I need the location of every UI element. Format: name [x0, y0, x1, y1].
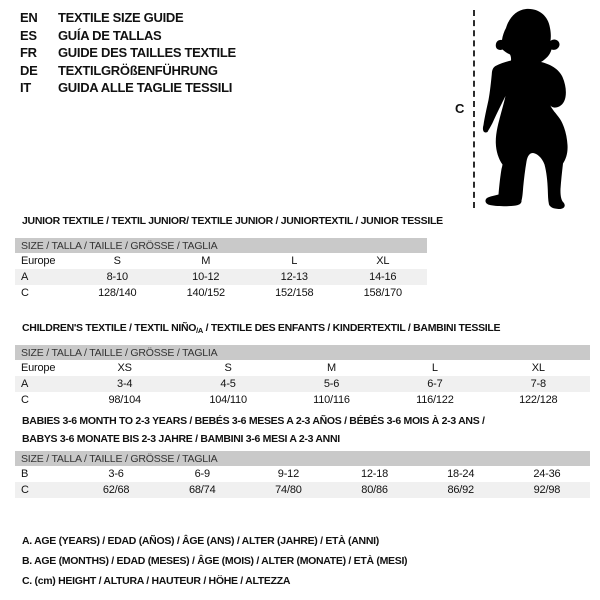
size-cell: 92/98 — [533, 484, 561, 496]
language-code: DE — [20, 62, 38, 78]
size-cell: 140/152 — [186, 287, 225, 299]
section-title-junior: JUNIOR TEXTILE / TEXTIL JUNIOR/ TEXTILE JUNIOR / JUNIORTEXTIL / JUNIOR TESSILE — [22, 215, 443, 227]
size-header: SIZE / TALLA / TAILLE / GRÖSSE / TAGLIA — [15, 238, 427, 253]
title-line: BABYS 3-6 MONATE BIS 2-3 JAHRE / BAMBINI 3-6 MESI A 2-3 ANNI — [22, 432, 340, 445]
language-row — [20, 79, 236, 97]
table-header-row — [15, 345, 590, 360]
title-line: BABIES 3-6 MONTH TO 2-3 YEARS / BEBÉS 3-6 MESES A 2-3 AÑOS / BÉBÉS 3-6 MOIS À 2-3 ANS / — [22, 415, 485, 427]
size-cell: 24-36 — [533, 468, 561, 480]
title-text: CHILDREN'S TEXTILE / TEXTIL NIÑO — [22, 322, 197, 334]
junior-size-table — [15, 238, 427, 301]
language-code: IT — [20, 80, 31, 95]
size-cell: 86/92 — [447, 484, 474, 496]
size-header: SIZE / TALLA / TAILLE / GRÖSSE / TAGLIA — [15, 451, 590, 466]
size-cell: 122/128 — [519, 394, 558, 406]
language-label: GUIDE DES TAILLES TEXTILE — [58, 45, 236, 60]
size-cell: L — [291, 255, 298, 267]
row-label: B — [21, 468, 29, 480]
table-row — [15, 392, 590, 408]
language-label: TEXTILGRÖßENFÜHRUNG — [58, 62, 218, 78]
language-code: EN — [20, 10, 38, 25]
section-title-babies — [22, 413, 485, 448]
children-size-table — [15, 345, 590, 408]
row-label: A — [21, 271, 29, 283]
size-cell: XL — [376, 255, 390, 267]
section-title-children — [22, 322, 500, 335]
table-row — [15, 376, 590, 392]
language-label: TEXTILE SIZE GUIDE — [58, 10, 184, 25]
size-cell: 104/110 — [209, 394, 247, 406]
size-cell: M — [201, 255, 211, 267]
size-cell: 7-8 — [530, 378, 546, 390]
size-cell: 5-6 — [323, 378, 340, 390]
size-cell: 128/140 — [98, 287, 137, 299]
size-cell: 3-4 — [117, 378, 133, 390]
size-cell: 9-12 — [277, 468, 299, 480]
size-cell: 62/68 — [102, 484, 130, 496]
row-label: C — [21, 394, 29, 406]
size-cell: M — [326, 362, 336, 374]
size-cell: 98/104 — [108, 394, 141, 406]
size-cell: 4-5 — [220, 378, 236, 390]
size-cell: XL — [531, 362, 545, 374]
size-cell: 152/158 — [275, 287, 314, 299]
language-row — [20, 44, 236, 62]
size-cell: 116/122 — [416, 394, 454, 406]
size-cell: 68/74 — [188, 484, 216, 496]
size-cell: 158/170 — [363, 287, 402, 299]
title-subscript: /A — [196, 326, 204, 335]
size-cell: 12-18 — [360, 468, 389, 480]
size-cell: 10-12 — [192, 271, 220, 283]
size-cell: 6-9 — [194, 468, 210, 480]
size-cell: 18-24 — [447, 468, 475, 480]
footnote-a: A. AGE (YEARS) / EDAD (AÑOS) / ÂGE (ANS) / ALTER (JAHRE) / ETÀ (ANNI) — [22, 535, 379, 547]
size-cell: S — [113, 255, 121, 267]
row-label: C — [21, 287, 29, 299]
table-row — [15, 466, 590, 482]
height-measure-line — [473, 10, 475, 208]
language-list — [20, 9, 236, 97]
language-label: GUIDA ALLE TAGLIE TESSILI — [58, 80, 233, 95]
babies-size-table — [15, 451, 590, 498]
height-measure-label: C — [455, 101, 465, 116]
table-row — [15, 360, 590, 376]
table-header-row — [15, 238, 427, 253]
footnote-c: C. (cm) HEIGHT / ALTURA / HAUTEUR / HÖHE / ALTEZZA — [22, 575, 291, 587]
title-text: / TEXTILE DES ENFANTS / KINDERTEXTIL / BAMBINI TESSILE — [203, 322, 501, 334]
size-cell: XS — [117, 362, 132, 374]
row-label: Europe — [21, 255, 56, 267]
size-header: SIZE / TALLA / TAILLE / GRÖSSE / TAGLIA — [15, 345, 590, 360]
row-label: C — [21, 484, 29, 496]
language-row — [20, 27, 236, 45]
language-label: GUÍA DE TALLAS — [58, 27, 162, 43]
table-row — [15, 285, 427, 301]
language-code: FR — [20, 45, 37, 60]
row-label: A — [21, 378, 29, 390]
size-cell: S — [224, 362, 232, 374]
table-row — [15, 482, 590, 498]
size-cell: 6-7 — [427, 378, 443, 390]
size-cell: 74/80 — [275, 484, 302, 496]
size-cell: 8-10 — [106, 271, 128, 283]
size-cell: 14-16 — [369, 271, 397, 283]
table-header-row — [15, 451, 590, 466]
size-cell: L — [431, 362, 438, 374]
size-cell: 3-6 — [108, 468, 124, 480]
language-row — [20, 9, 236, 27]
size-cell: 80/86 — [361, 484, 388, 496]
size-cell: 110/116 — [313, 394, 350, 406]
footnote-b: B. AGE (MONTHS) / EDAD (MESES) / ÂGE (MOIS) / ALTER (MONATE) / ETÀ (MESI) — [22, 555, 408, 567]
language-code: ES — [20, 27, 37, 43]
language-row — [20, 62, 236, 80]
table-row — [15, 253, 427, 269]
footnotes — [22, 531, 407, 591]
row-label: Europe — [21, 362, 56, 374]
table-row — [15, 269, 427, 285]
toddler-silhouette-icon — [478, 6, 582, 214]
size-cell: 12-13 — [280, 271, 308, 283]
